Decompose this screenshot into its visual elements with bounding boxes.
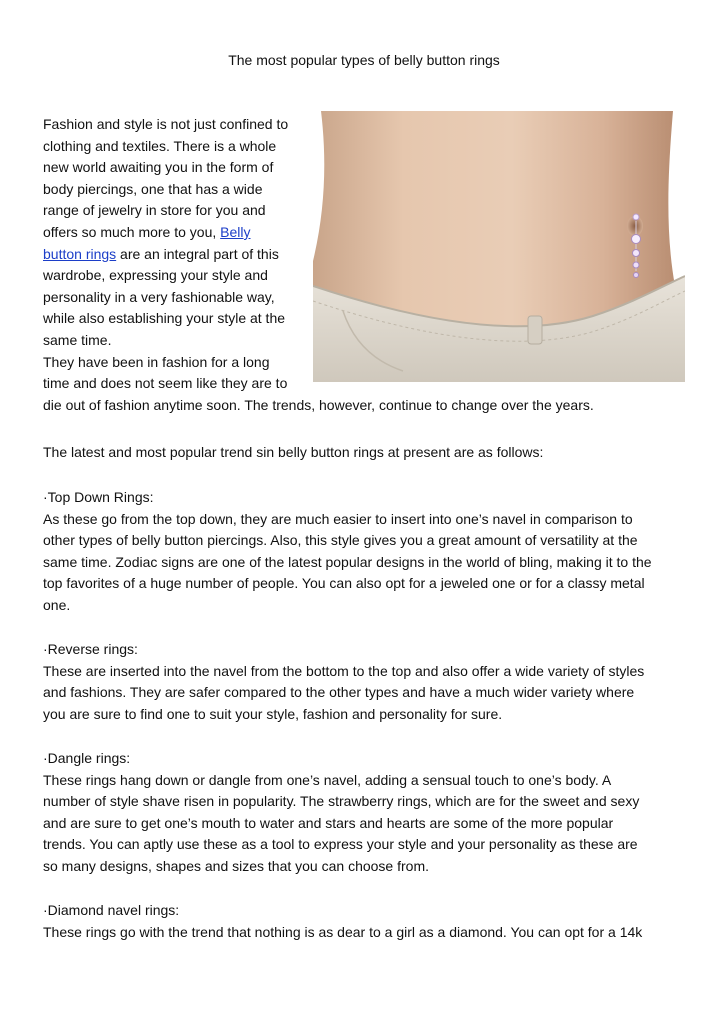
intro-line: personality in a very fashionable way, <box>43 288 275 305</box>
intro-paragraph <box>43 114 594 416</box>
section-line: and fashions. They are safer compared to the other types and have a much wider variety where <box>43 684 635 701</box>
intro-line-with-link <box>43 222 311 244</box>
section-heading: ·Top Down Rings: <box>43 489 154 505</box>
intro-line-with-link <box>43 244 311 266</box>
section-diamond-navel-rings <box>43 900 693 943</box>
belly-ring-photo <box>313 111 685 382</box>
section-line: As these go from the top down, they are much easier to insert into one’s navel in comparison to <box>43 510 633 527</box>
intro-line: body piercings, one that has a wide <box>43 180 263 197</box>
section-line: other types of belly button piercings. Also, this style gives you a great amount of versatility at the <box>43 532 638 549</box>
intro-line-prefix: offers so much more to you, <box>43 223 221 240</box>
section-line: one. <box>43 596 71 613</box>
section-line: These rings go with the trend that nothing is as dear to a girl as a diamond. You can opt for a 14k <box>43 923 643 940</box>
intro-line-suffix: are an integral part of this <box>116 245 279 262</box>
intro-line: wardrobe, expressing your style and <box>43 267 268 284</box>
section-line: number of style shave risen in popularity. The strawberry rings, which are for the sweet and sexy <box>43 793 640 810</box>
intro-line: new world awaiting you in the form of <box>43 159 274 176</box>
section-heading: ·Reverse rings: <box>43 641 138 657</box>
intro-line: time and does not seem like they are to <box>43 375 288 392</box>
belly-button-rings-link[interactable]: Belly <box>220 223 251 240</box>
document-title: The most popular types of belly button rings <box>228 52 500 68</box>
intro-line: range of jewelry in store for you and <box>43 202 266 219</box>
section-reverse-rings <box>43 639 693 725</box>
section-line: so many designs, shapes and sizes that you can choose from. <box>43 857 429 874</box>
intro-line: same time. <box>43 331 112 348</box>
belly-button-rings-link[interactable]: button rings <box>43 245 117 262</box>
section-line: trends. You can aptly use these as a tool to express your style and your personality as these are <box>43 836 638 853</box>
section-line: you are sure to find one to suit your style, fashion and personality for sure. <box>43 705 503 722</box>
intro-line: Fashion and style is not just confined to <box>43 116 289 132</box>
intro-line: while also establishing your style at the <box>43 310 286 327</box>
section-top-down-rings <box>43 487 693 617</box>
intro-line: They have been in fashion for a long <box>43 353 270 370</box>
section-heading: ·Diamond navel rings: <box>43 902 180 918</box>
section-line: These are inserted into the navel from the bottom to the top and also offer a wide variety of styles <box>43 662 645 679</box>
belly-ring-illustration <box>313 111 685 382</box>
section-line: These rings hang down or dangle from one’s navel, adding a sensual touch to one’s body. A <box>43 771 612 788</box>
intro-line: clothing and textiles. There is a whole <box>43 137 277 154</box>
section-line: same time. Zodiac signs are one of the latest popular designs in the world of bling, making it to the <box>43 553 652 570</box>
section-line: and are sure to get one’s mouth to water and stars and hearts are some of the more popular <box>43 814 614 831</box>
trends-intro: The latest and most popular trend sin belly button rings at present are as follows: <box>43 444 544 460</box>
section-line: top favorites of a huge number of people. You can also opt for a jeweled one or for a classy metal <box>43 575 645 592</box>
section-heading: ·Dangle rings: <box>43 750 131 766</box>
section-dangle-rings <box>43 748 693 878</box>
intro-line-full-width: die out of fashion anytime soon. The trends, however, continue to change over the years. <box>43 396 594 413</box>
